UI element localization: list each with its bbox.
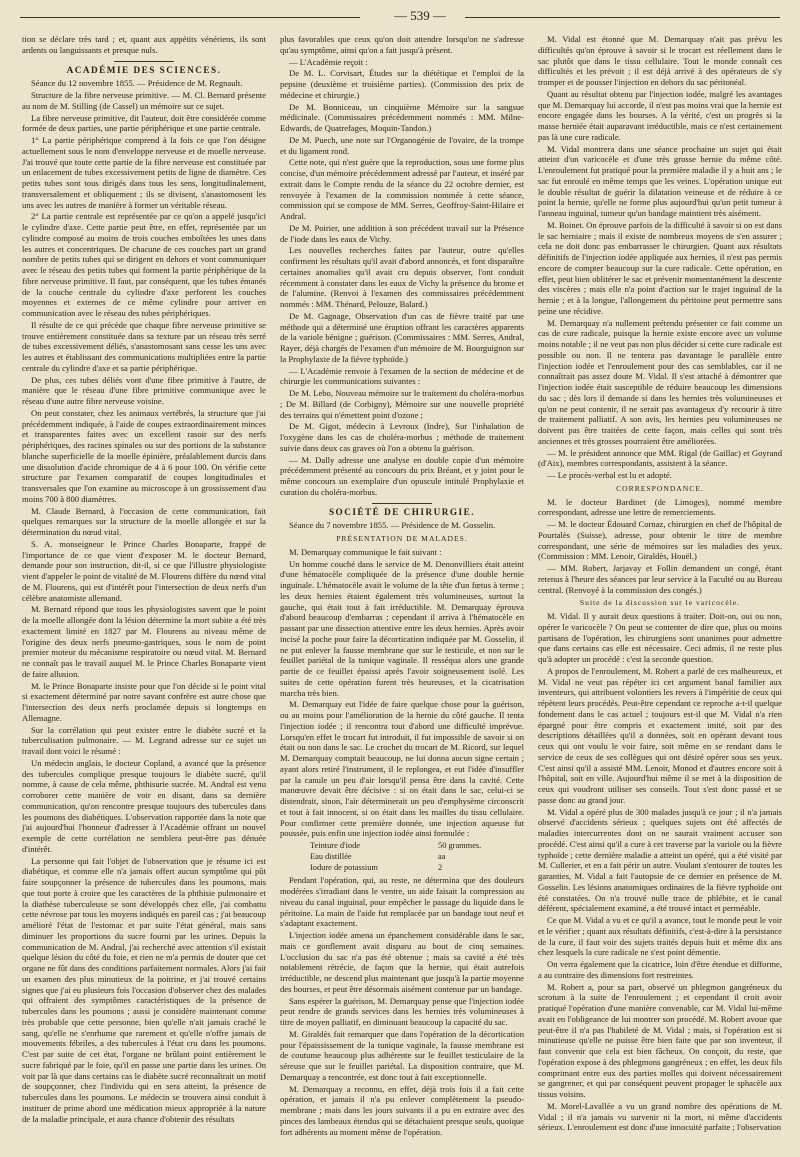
paragraph: A propos de l'enroulement, M. Robert a parlé de ces malheureux, et M. Vidal ne veut pas répéter ici cet argument banal familier aux inventeurs, qui attribuent volontiers les revers à l'impéritie de ceux qui répètent leurs procédés. Peut-être cependant ce reproche a-t-il quelque fondement dans le cas actuel ; toujours est-il que M. Vidal n'a rien épargné pour être compris et exactement imité, soit par des descriptions détaillées qu'il a données, soit en opérant devant tous ceux qui ont voulu le voir faire, soit même en se rendant dans le service de ceux de ses collègues qui ont désiré opérer sous ses yeux. C'est ainsi qu'il a assisté MM. Lenoir, Monod et d'autres encore soit à l'hôpital, soit en ville. Aujourd'hui même il se met à la disposition de ceux qui voudront utiliser ses conseils. Tout s'est donc passé et se passe donc au grand jour. xyxy=(538,665,782,805)
paragraph: Quant au résultat obtenu par l'injection iodée, malgré les avantages que M. Demarquay lui accorde, il n'est pas moins vrai que la hernie est encore engagée dans les bourses. A la vérité, c'est un progrès si la masse herniée était auparavant irréductible, mais ce n'est certainement pas là une cure radicale. xyxy=(538,88,782,142)
paragraph: plus favorables que ceux qu'on doit attendre lorsqu'on ne s'adresse qu'au symptôme, ainsi qu'on a fait jusqu'à présent. xyxy=(280,34,524,55)
formula-line: Iodure de potassium 2 xyxy=(310,862,443,872)
paragraph: — L'Académie renvoie à l'examen de la section de médecine et de chirurgie les communications suivantes : xyxy=(280,365,524,387)
paragraph: La fibre nerveuse primitive, dit l'auteur, doit être considérée comme formée de deux parties, une partie périphérique et une partie centrale. xyxy=(22,112,266,134)
paragraph: M. Claude Bernard, à l'occasion de cette communication, fait quelques remarques sur la structure de la moelle allongée et sur la détermination du nœud vital. xyxy=(22,505,266,537)
paragraph: M. Bernard répond que tous les physiologistes savent que le point de la moelle allongée dont la lésion détermine la mort subite a été très exactement limité en 1827 par M. Flourens au niveau même de l'origine des deux nerfs pneumo-gastriques, sous le nom de point premier moteur du mécanisme respiratoire ou nœud vital. M. Bernard ne connaît pas le travail auquel M. le Prince Charles Bonaparte vient de faire allusion. xyxy=(22,604,266,679)
paragraph: M. Vidal est étonné que M. Demarquay n'ait pas prévu les difficultés qu'on éprouve à savoir si le trocart est réellement dans le sac plutôt que dans le tissu cellulaire. Tout le monde connaît ces difficultés et les prévoit ; il est déjà arrivé à des opérateurs de s'y tromper et de pousser l'injection en dehors du sac péritonéal. xyxy=(538,34,782,87)
section-title-chirurgie: SOCIÉTÉ DE CHIRURGIE. xyxy=(280,503,524,518)
paragraph: M. Demarquay eut l'idée de faire quelque chose pour la guérison, ou au moins pour l'amélioration de la hernie du côté gauche. Il tenta l'injection iodée ; il rencontra tout d'abord une difficulté imprévue. Lorsqu'en effet le trocart fut introduit, il fut impossible de savoir si on était ou non dans le sac. Le crochet du trocart de M. Ricord, sur lequel M. Demarquay comptait beaucoup, ne lui donna aucun signe certain ; ayant alors retiré l'instrument, il le replongea, et eut l'idée d'insuffler par la canule un peu d'air lorsqu'il pensa être dans la cavité. Cette manœuvre devait être décisive : si on était dans le sac, celui-ci se distendrait, sinon, l'air déterminerait un peu d'emphysème circonscrit et tout à fait innocent, si on était dans les mailles du tissu cellulaire. Pour confirmer cette première donnée, une injection aqueuse fut poussée, puis enfin une injection iodée ainsi formulée : xyxy=(280,699,524,839)
paragraph: Ce que M. Vidal a vu et ce qu'il a avance, tout le monde peut le voir et le vérifier ; quant aux résultats définitifs, c'est-à-dire à la persistance de la cure, il faut voir des sujets traités depuis huit et même dix ans chez lesquels la cure radicale ne s'est point démentie. xyxy=(538,915,782,958)
column-2 xyxy=(280,34,524,1151)
column-1 xyxy=(22,34,266,1151)
paragraph: Un homme couché dans le service de M. Denonvilliers était atteint d'une hématocèle compliquée de la présence d'une double hernie inguinale. L'hématocèle avait le volume de la tête d'un fœtus à terme ; les deux hernies étaient également très volumineuses, surtout la gauche, qui était tout à fait irréductible. M. Demarquay éprouva d'abord beaucoup d'embarras ; cependant il arriva à l'hématocèle en passant par une dissection attentive entre les deux hernies. Après avoir incisé la poche pour faire la décortication indiquée par M. Gosselin, il ne put enlever la fausse membrane que sur le testicule, et non sur le feuillet pariétal de la tunique vaginale. Il resséqua alors une grande partie de ce feuillet épaissi après l'avoir soigneusement isolé. Les suites de cette opération furent très heureuses, et la cicatrisation marcha très bien. xyxy=(280,558,524,698)
paragraph: De M. Gigot, médecin à Levroux (Indre), Sur l'inhalation de l'oxygène dans les cas de choléra-morbus ; méthode de traitement suivie dans deux cas graves où l'on a obtenu la guérison. xyxy=(280,421,524,453)
paragraph: M. le docteur Bardinet (de Limoges), nommé membre correspondant, adresse une lettre de remerciements. xyxy=(538,496,782,518)
header-rule-right xyxy=(440,17,780,18)
paragraph: De M. Poirier, une addition à son précédent travail sur la Présence de l'iode dans les eaux de Vichy. xyxy=(280,222,524,244)
paragraph: — M. le président annonce que MM. Rigal (de Gaillac) et Goyrand (d'Aix), membres correspondants, assistent à la séance. xyxy=(538,447,782,469)
paragraph: — Le procès-verbal est lu et adopté. xyxy=(547,470,672,480)
paragraph: 1° La partie périphérique comprend à la fois ce que l'on désigne actuellement sous le nom d'enveloppe nerveuse et de moelle nerveuse. J'ai trouvé que toute cette partie de la fibre nerveuse est constituée par un enlacement de tubes excessivement petits de ligne de diamètre. Ces petits tubes sont tous dirigés dans tous les sens, longitudinalement, transversalement et obliquement ; ils se divisent, s'anastomosent les uns avec les autres de manière à former un véritable réseau. xyxy=(22,135,266,210)
paragraph: — MM. Robert, Jarjavay et Follin demandent un congé, étant retenus à l'heure des séances par leur service à la Faculté ou au Bureau central. (Renvoyé à la commission des congés.) xyxy=(538,563,782,595)
paragraph: La personne qui fait l'objet de l'observation que je résume ici est diabétique, et comme elle n'a jamais offert aucun symptôme qui pût faire soupçonner la présence de tubercules dans les poumons, mais que tout porte à croire que les caractères de la phthisie pulmonaire et la diathèse tuberculeuse se sont développés chez elle, j'ai combattu cette névrose par tous les moyens indiqués en pareil cas ; j'ai beaucoup amélioré l'état de l'estomac et par suite l'état général, mais sans diminuer les proportions du sucre fourni par les urines. Depuis la communication de M. Andral, j'ai recherché avec attention s'il existait quelque lésion du côté du foie, et rien ne m'a permis de douter que cet organe ne fût dans des conditions parfaitement normales. Alors j'ai fait un examen des plus minutieux de la poitrine, et j'ai trouvé certains signes que j'ai eu plusieurs fois l'occasion d'observer chez des malades qui offraient des symptômes caractéristiques de la présence de tubercules dans les poumons ; aussi je considère maintenant comme très probable que cette personne, bien qu'elle n'ait jamais craché le sang, qu'elle ne s'enrhume que rarement et qu'elle n'offre jamais de mouvements fébriles, a des tubercules à l'état cru dans les poumons. C'est par suite de cet état, l'organe ne brûlant point entièrement le sucre fabriqué par le foie, qu'il en passe une partie dans les urines. On voit par là que dans certains cas le diabète sucré reconnaîtrait un motif de soupçonner, chez l'individu qui en sera atteint, la présence de tubercules dans les poumons. Le médecin se trouvera ainsi conduit à instituer de prime abord une médication mieux appropriée à la nature de la maladie principale, et aura chance d'obtenir des résultats xyxy=(22,855,266,1124)
paragraph: M. Vidal. Il y aurait deux questions à traiter. Doit-on, oui ou non, opérer le varicocèle ? On peut se contenter de dire que, plus ou moins partisans de l'opération, les chirurgiens sont unanimes pour admettre que dans certains cas elle est nécessaire. Ceci admis, il ne reste plus qu'à adopter un procédé : c'est la seconde question. xyxy=(538,611,782,664)
paragraph: De M. L. Corvisart, Études sur la diététique et l'emploi de la pepsine (deuxième et troisième parties). (Commission des prix de médecine et chirurgie.) xyxy=(280,68,524,100)
header-rule-left xyxy=(20,17,360,18)
paragraph: L'injection iodée amena un épanchement considérable dans le sac, mais ce gonflement avait disparu au bout de cinq semaines. L'occlusion du sac n'a pas été obtenue ; mais sa cavité a été très notablement rétrécie, de façon que la hernie, qui était autrefois irréductible, ne descend plus maintenant que jusqu'à la partie moyenne des bourses, et peut être désormais aisément contenue par un bandage. xyxy=(280,930,524,994)
paragraph: De M. Puech, une note sur l'Organogénie de l'ovaire, de la trompe et du ligament rond. xyxy=(280,134,524,156)
paragraph: M. Demarquay n'a nullement prétendu présenter ce fait comme un cas de cure radicale, puisque la hernie existe encore avec un volume moins notable ; il ne veut pas non plus décider si cette cure radicale est possible ou non. Il ne tentera pas davantage le parallèle entre l'injection iodée et l'enroulement pour des cas semblables, car il ne connaîtrait pas assez doute M. Vidal. Il s'est attaché à démontrer que l'injection iodée était susceptible de réduire beaucoup les dimensions du sac ; dès lors il demande si dans les hernies très volumineuses et qu'on ne peut contenir, il ne serait pas avantageux d'y recourir à titre de traitement palliatif. A son avis, les hernies peu volumineuses ne doivent pas être traitées de cette façon, mais celles qui sont très anciennes et très grosses pourraient être améliorées. xyxy=(538,317,782,446)
paragraph: M. Demarquay communique le fait suivant : xyxy=(289,546,442,557)
subsection-title: Suite de la discussion sur le varicocèle. xyxy=(579,598,741,608)
paragraph: De plus, ces tubes déliés vont d'une fibre primitive à l'autre, de manière que le réseau d'une fibre primitive communique avec le réseau d'une autre fibre nerveuse voisine. xyxy=(22,374,266,406)
formula-line: Teinture d'iode 50 grammes. xyxy=(310,841,482,850)
paragraph: M. Boinet. On éprouve parfois de la difficulté à savoir si on est dans le sac herniaire ; mais il existe de nombreux moyens de s'en assurer ; cela ne doit donc pas embarrasser le chirurgien. Quant aux résultats définitifs de l'injection iodée appliquée aux hernies, il n'est pas permis encore de compter beaucoup sur la cure radicale. Cette opération, en effet, peut bien oblitérer le sac et prévenir momentanément la descente des viscères ; mais elle n'a point d'action sur le trajet inguinal de la hernie ; et à la longue, l'allongement du péritoine peut permettre sans peine une récidive. xyxy=(538,219,782,316)
paragraph: Cette note, qui n'est guère que la reproduction, sous une forme plus concise, d'un mémoire précédemment adressé par l'auteur, et inséré par extrait dans le Compte rendu de la séance du 22 octobre dernier, est renvoyée à l'examen de la commission nommée à cette séance, commission qui se compose de MM. Serres, Geoffroy-Saint-Hilaire et Andral. xyxy=(280,157,524,221)
text-columns xyxy=(22,34,782,1151)
paragraph: De M. Gagnage, Observation d'un cas de fièvre traité par une méthode qui a déterminé une éruption offrant les caractères apparents de la variole bénigne ; guérison. (Commissaires : MM. Serres, Andral, Rayer, déjà chargés de l'examen d'un mémoire de M. Bourguignon sur la Prophylaxie de la fièvre typhoïde.) xyxy=(280,310,524,364)
paragraph: De M. Bonniceau, un cinquième Mémoire sur la sangsue médicinale. (Commissaires précédemment nommés : MM. Milne-Edwards, de Quatrefages, Moquin-Tandon.) xyxy=(280,101,524,133)
paragraph: S. A. monseigneur le Prince Charles Bonaparte, frappé de l'importance de ce que vient d'exposer M. le docteur Bernard, demande pour son instruction, dit-il, si ce que l'illustre physiologiste vient d'appeler le point de vitalité de M. Flourens diffère du nœnd vital de M. Flourens, qui est d'intérêt pour l'intersection de deux nerfs d'un célèbre anatomiste allemand. xyxy=(22,538,266,603)
subsection-title: CORRESPONDANCE. xyxy=(616,483,704,493)
paragraph: Les nouvelles recherches faites par l'auteur, outre qu'elles confirment les résultats qu'il avait d'abord annoncés, et font disparaître certaines anomalies qu'il avait cru depuis observer, l'ont conduit récemment à constater dans les eaux de Vichy la présence du brome et de l'alumine. (Renvoi à l'examen des commissaires précédemment nommés : MM. Thénard, Pelouze, Balard.) xyxy=(280,245,524,309)
paragraph: — M. Dally adresse une analyse en double copie d'un mémoire précédemment présenté au concours du prix Bréant, et y joint pour le même concours un exemplaire d'un opuscule intitulé Prophylaxie et curation du choléra-morbus. xyxy=(280,454,524,497)
paragraph: — L'Académie reçoit : xyxy=(289,56,368,67)
paragraph: Structure de la fibre nerveuse primitive. — M. Cl. Bernard présente au nom de M. Stilling (de Cassel) un mémoire sur ce sujet. xyxy=(22,90,266,111)
paragraph: On peut constater, chez les animaux vertébrés, la structure que j'ai précédemment indiquée, à l'aide de coupes extraordinairement minces et transparentes faites avec un excellent rasoir sur des nerfs périphériques, des racines spinales ou sur des portions de la substance blanche superficielle de la moelle épinière, préalablement durcis dans une dissolution d'acide chromique de 4 à 6 pour 100. On vérifie cette structure par l'examen comparatif de coupes longitudinales et transversales que l'on examine au microscope à un grossissement d'au moins 700 à 800 diamètres. xyxy=(22,407,266,504)
page-number: — 539 — xyxy=(375,8,465,24)
paragraph: M. Robert a, pour sa part, observé un phlegmon gangréneux du scrotum à la suite de l'enroulement ; et cependant il croit avoir pratiqué l'opération d'une manière convenable, car M. Vidal lui-même avait en l'obligeance de lui montrer son procédé. M. Robert avoue que peut-être il n'a pas l'habileté de M. Vidal ; mais, si l'opération est si minutieuse qu'elle ne puisse être bien faite que par son inventeur, il faut convenir que cela est bien fâcheux. On conçoit, du reste, que l'opération expose à des phlegmons gangréneux ; en effet, les deux fils comprimant entre eux des parties molles qui doivent nécessairement se gangrener, et qui par conséquent peuvent propager le sphacèle aux tissus voisins. xyxy=(538,981,782,1099)
paragraph: M. Vidal a opéré plus de 300 malades jusqu'à ce jour ; il n'a jamais observé d'accidents sérieux ; quelques sujets ont été affectés de maladies intercurrentes dont on ne saurait vraiment accuser son procédé. C'est ainsi qu'il a cure à cet traverse par la variole ou la fièvre typhoïde ; cette dernière maladie a atteint un opéré, qui a été visité par M. Cullerier, et en a fait périr un autre. Voulant s'entourer de toutes les garanties, M. Vidal a fait l'autopsie de ce dernier en présence de M. Gosselin. Les lésions anatomiques ordinaires de la fièvre typhoïde ont été constatées. On n'a trouvé nulle trace de phlébite, et le canal déférent, spécialement examiné, a été trouvé intact et perméable. xyxy=(538,806,782,914)
paragraph: M. Vidal montrera dans une séance prochaine un sujet qui était atteint d'un varicocèle et d'une très grosse hernie du même côté. L'enroulement fut pratiqué pour la première maladie il y a huit ans ; le sac fut enroulé en même temps que les veines. L'opération unique eut le double résultat de guérir la dilatation veineuse et de réduire à ce point la hernie, qu'elle ne forme plus aujourd'hui qu'un petit tumeur à l'anneau inguinal, tumeur qu'un bandage maintient très aisément. xyxy=(538,143,782,218)
formula-line: Eau distillée aa xyxy=(310,851,446,861)
paragraph: M. Giraldès fait remarquer que dans l'opération de la décortication pour l'épaississement de la tunique vaginale, la fausse membrane est de coutume beaucoup plus adhérente sur le feuillet testiculaire de la séreuse que sur le feuillet pariétal. La disposition contraire, que M. Demarquay a rencontrée, est donc tout à fait exceptionnelle. xyxy=(280,1028,524,1082)
paragraph: 2° La partie centrale est représentée par ce qu'on a appelé jusqu'ici le cylindre d'axe. Cette partie peut être, en effet, représentée par un cylindre composé au moins de trois couches emboîtées les unes dans les autres et concentriques. De chacune de ces couches part un grand nombre de petits tubes qui se dirigent en dehors et vont communiquer avec le réseau des petits tubes qui forment la partie périphérique de la fibre nerveuse primitive. Il faut, par conséquent, que les tubes émanés de la couche centrale du cylindre d'axe perforent les couches moyennes et externes de ce même cylindre pour arriver en communication avec le réseau des tubes périphériques. xyxy=(22,211,266,318)
section-title-academie: ACADÉMIE DES SCIENCES. xyxy=(22,61,266,76)
paragraph: M. Demarquay a reconnu, en effet, déjà trois fois il a fait cette opération, et jamais il n'a pu enlever complètement la pseudo-membrane ; mais dans les jours suivants il a pu en extraire avec des pinces des lambeaux étendus qui se détachaient presque seuls, quoique fort adhérents au moment même de l'opération. xyxy=(280,1083,524,1137)
column-3 xyxy=(538,34,782,1151)
subsection-title: PRÉSENTATION DE MALADES. xyxy=(336,534,468,543)
paragraph: M. le Prince Bonaparte insiste pour que l'on décide si le point vital si exactement déterminé par notre savant confrère est autre chose que l'intersection des deux nerfs proclamée depuis si longtemps en Allemagne. xyxy=(22,680,266,723)
session-meta: Séance du 12 novembre 1855. — Présidence de M. Regnault. xyxy=(31,78,243,89)
paragraph: Sur la corrélation qui peut exister entre le diabète sucré et la tuberculisation pulmonaire. — M. Legrand adresse sur ce sujet un travail dont voici le résumé : xyxy=(22,724,266,756)
page-header xyxy=(20,6,780,28)
paragraph: Pendant l'opération, qui, au reste, ne détermina que des douleurs modérées s'irradiant dans le ventre, un aide faisait la compression au niveau du canal inguinal, pour empêcher le passage du liquide dans le péritoine. La main de l'aide fut remplacée par un bandage tout neuf et s'adaptant exactement. xyxy=(280,875,524,929)
paragraph: Sans espérer la guérison, M. Demarquay pense que l'injection iodée peut rendre de grands services dans les hernies très volumineuses à titre de moyen palliatif, en diminuant beaucoup la capacité du sac. xyxy=(280,995,524,1027)
formula-block xyxy=(310,841,524,873)
paragraph: M. Morel-Lavallée a vu un grand nombre des opérations de M. Vidal ; il n'a jamais vu survenir ni la mort, ni même d'accidents sérieux. L'enroulement est donc d'une innocuité parfaite ; l'observation xyxy=(538,1100,782,1133)
paragraph: On verra également que la cicatrice, loin d'être étendue et difforme, a au contraire des dimensions fort restreintes. xyxy=(538,959,782,980)
paragraph: — M. le docteur Édouard Cornaz, chirurgien en chef de l'hôpital de Pourtalès (Suisse), adresse, pour obtenir le titre de membre correspondant, une série de mémoires sur les maladies des yeux. (Commission : MM. Lenoir, Giraldès, Houël.) xyxy=(538,519,782,562)
paragraph: Un médecin anglais, le docteur Copland, a avancé que la présence des tubercules complique presque toujours le diabète sucré, qu'il nomme, à cause de cela même, phthisurie sucrée. M. Andral est venu corroborer cette manière de voir en disant, dans sa dernière communication, qu'on rencontre presque toujours des tubercules dans les poumons des diabétiques. L'observation rapportée dans la note que j'ai aujourd'hui l'honneur d'adresser à l'Académie offrant un nouvel exemple de cette corrélation ne semblera peut-être pas dénuée d'intérêt. xyxy=(22,757,266,854)
paragraph: tion se déclare très tard ; et, quant aux appétits vénériens, ils sont ardents ou languissants et presque nuls. xyxy=(22,34,266,55)
paragraph: Il résulte de ce qui précède que chaque fibre nerveuse primitive se trouve entièrement constituée dans sa texture par un réseau très serré de tubes excessivement déliés, s'anastomosant sans cesse les uns avec les autres et établissant des communications multipliées entre la partie centrale du cylindre d'axe et sa partie périphérique. xyxy=(22,319,266,373)
paragraph: De M. Lebo, Nouveau mémoire sur le traitement du choléra-morbus ; De M. Billard (de Corbigny), Mémoire sur une nouvelle propriété des terrains qui n'émettent point d'ozone ; xyxy=(280,388,524,420)
session-meta: Séance du 7 novembre 1855. — Présidence de M. Gosselin. xyxy=(289,520,496,531)
